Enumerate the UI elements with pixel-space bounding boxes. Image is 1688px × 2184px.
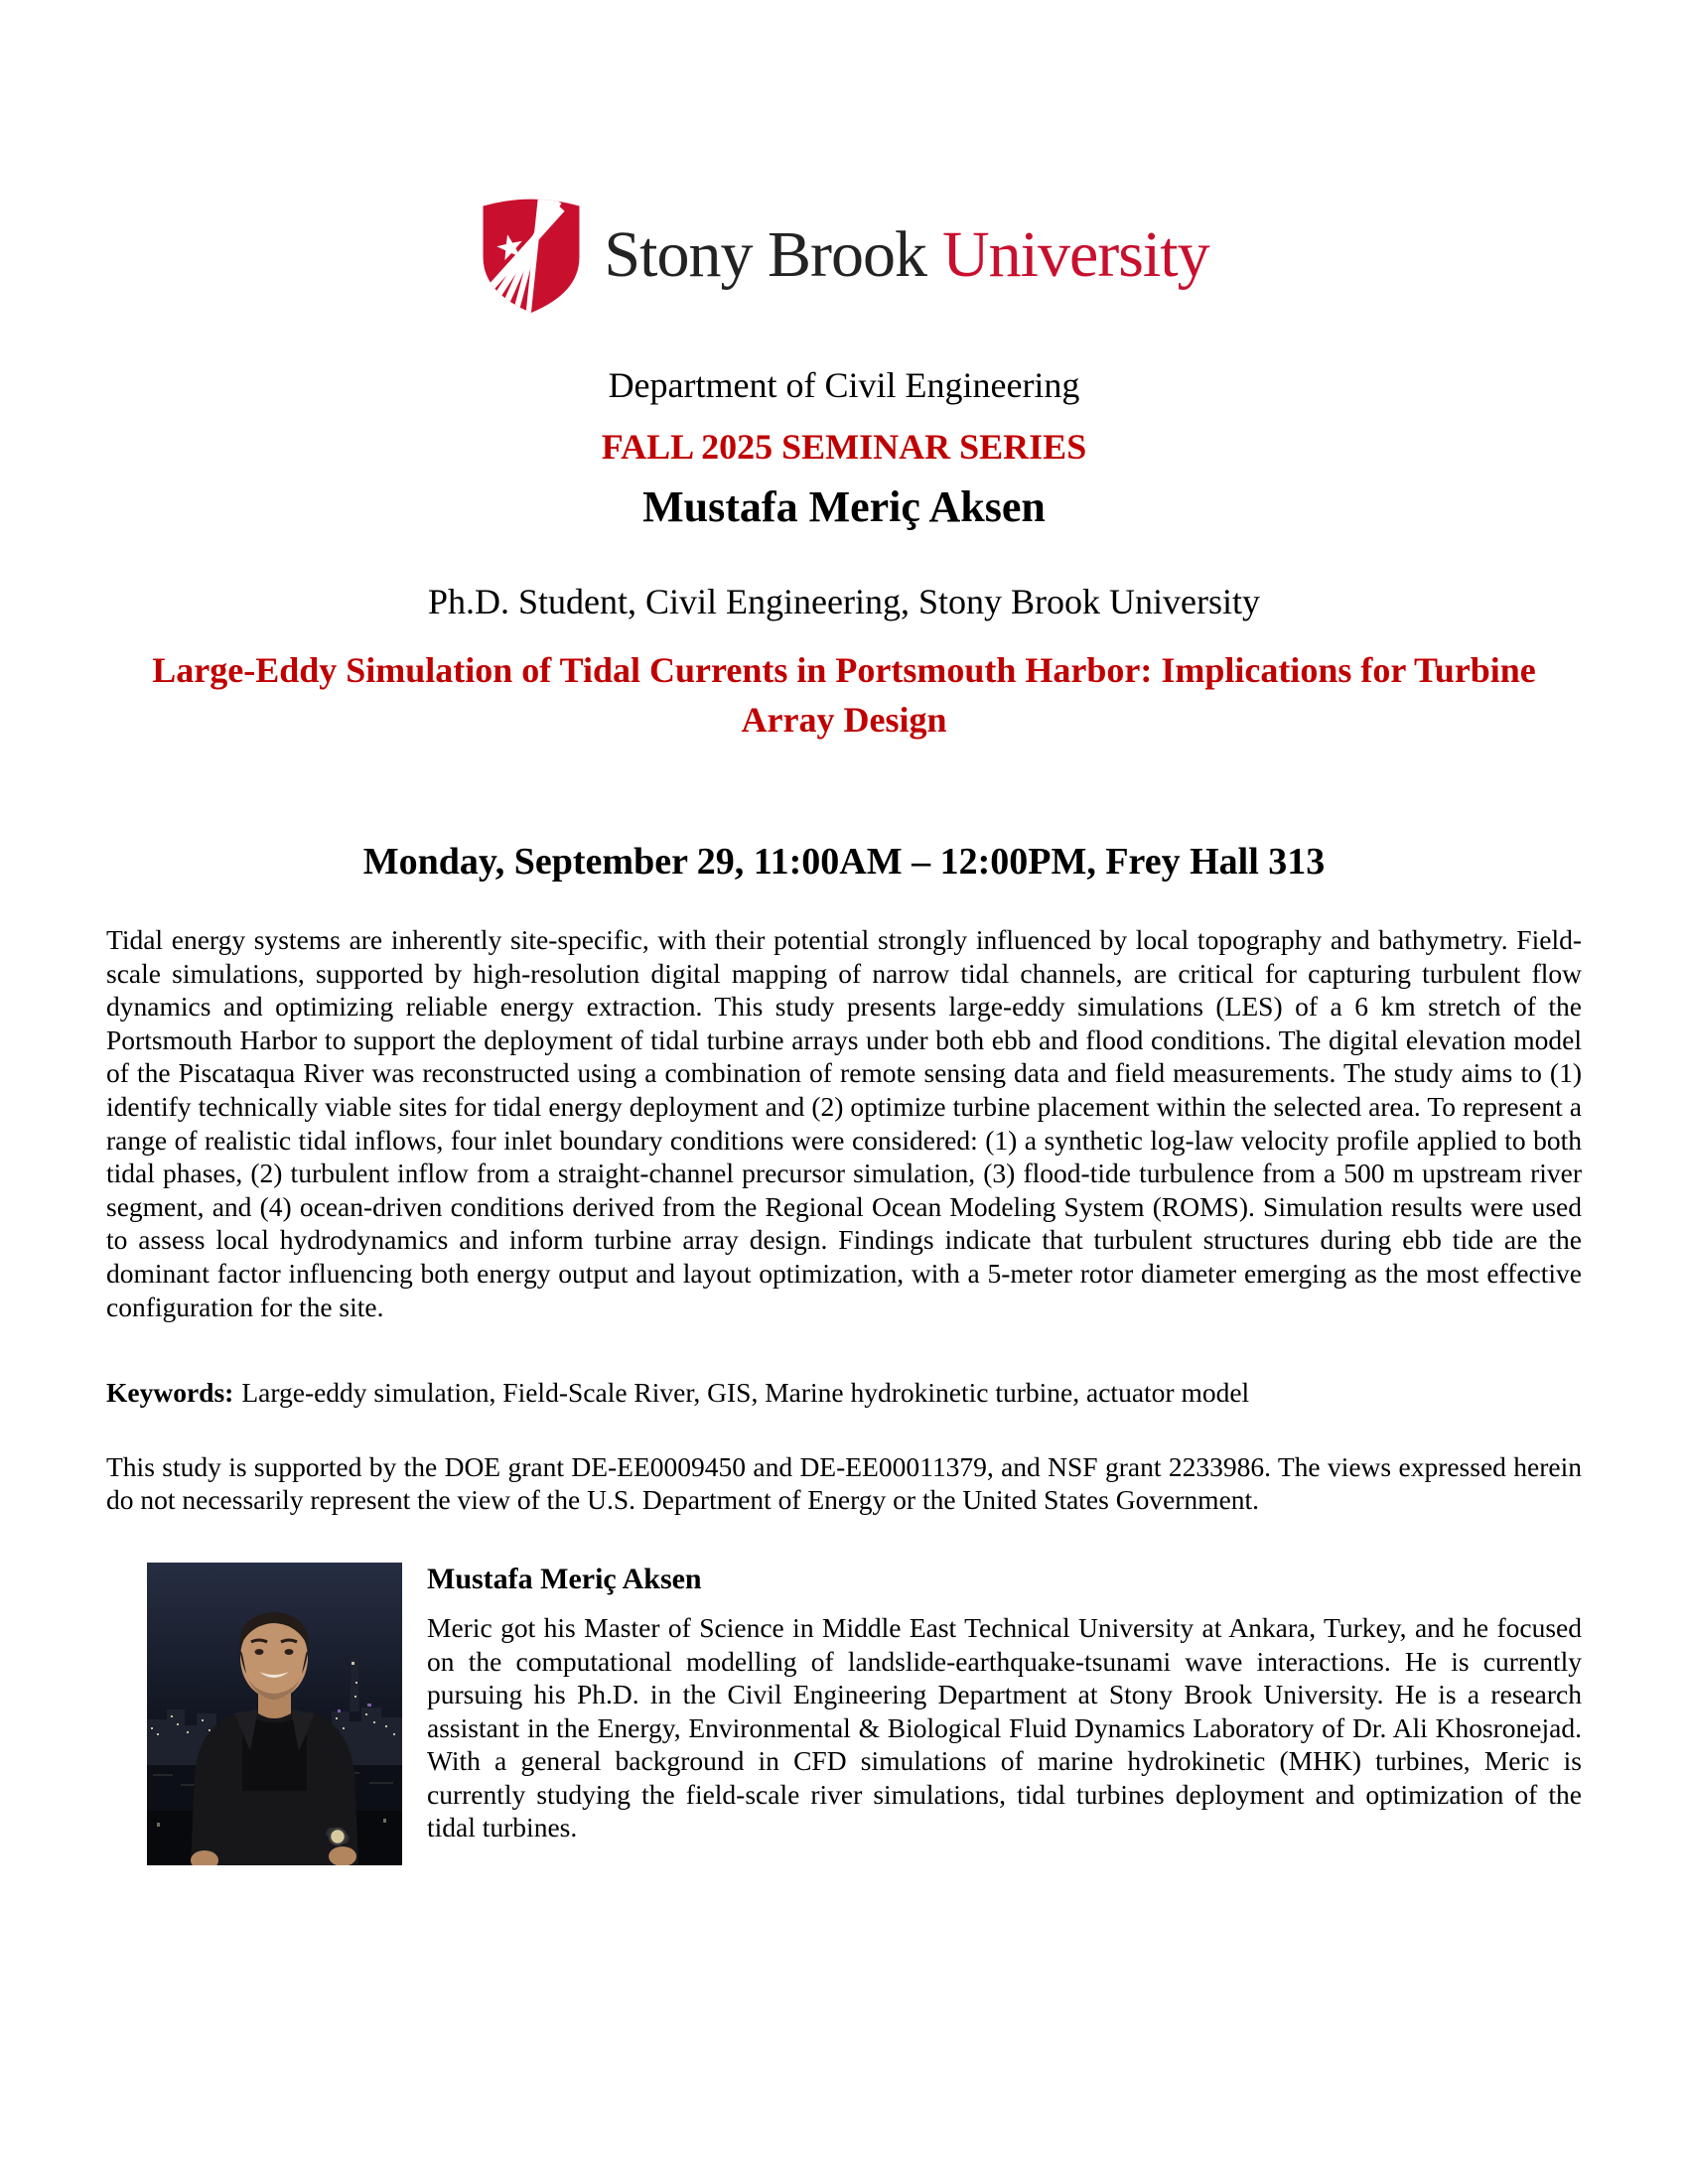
wordmark: [604, 217, 1209, 291]
abstract-paragraph: Tidal energy systems are inherently site-specific, with their potential strongly influenced by local topography and bathymetry. Field-scale simulations, supported by high-resolution digital mapping of narrow tidal channels, are critical for capturing turbulent flow dynamics and optimizing reliable energy extraction. This study presents large-eddy simulations (LES) of a 6 km stretch of the Portsmouth Harbor to support the deployment of tidal turbine arrays under both ebb and flood conditions. The digital elevation model of the Piscataqua River was reconstructed using a combination of remote sensing data and field measurements. The study aims to (1) identify technically viable sites for tidal energy deployment and (2) optimize turbine placement within the selected area. To represent a range of realistic tidal inflows, four inlet boundary conditions were considered: (1) a synthetic log-law velocity profile applied to both tidal phases, (2) turbulent inflow from a straight-channel precursor simulation, (3) flood-tide turbulence from a 500 m upstream river segment, and (4) ocean-driven conditions derived from the Regional Ocean Modeling System (ROMS). Simulation results were used to assess local hydrodynamics and inform turbine array design. Findings indicate that turbulent structures during ebb tide are the dominant factor influencing both energy output and layout optimization, with a 5-meter rotor diameter emerging as the most effective configuration for the site.: [106, 924, 1582, 1322]
speaker-photo: [147, 1563, 402, 1865]
stony-brook-shield-icon: [479, 197, 584, 314]
affiliation-line: Ph.D. Student, Civil Engineering, Stony Brook University: [428, 582, 1260, 621]
talk-title: Large-Eddy Simulation of Tidal Currents in Portsmouth Harbor: Implications for Turbine Array Design: [152, 650, 1536, 740]
funding-paragraph: This study is supported by the DOE grant DE-EE0009450 and DE-EE00011379, and NSF grant 2233986. The views expressed herein do not necessarily represent the view of the U.S. Department of Energy or the United States Government.: [106, 1450, 1582, 1516]
bio-name-heading: Mustafa Meriç Aksen: [427, 1562, 702, 1595]
stony-brook-logo: [0, 192, 1688, 318]
keywords-label: Keywords:: [106, 1377, 234, 1409]
keywords-text: Large-eddy simulation, Field-Scale River, GIS, Marine hydrokinetic turbine, actuator model: [241, 1377, 1250, 1409]
bio-column: [427, 1563, 1582, 1844]
department-line: Department of Civil Engineering: [608, 365, 1080, 405]
speaker-name-heading: Mustafa Meriç Aksen: [642, 482, 1046, 531]
wordmark-stony-brook: Stony Brook: [604, 217, 926, 291]
seminar-series-line: FALL 2025 SEMINAR SERIES: [601, 427, 1087, 467]
datetime-location-line: Monday, September 29, 11:00AM – 12:00PM, Frey Hall 313: [362, 841, 1326, 883]
wordmark-university: University: [941, 217, 1209, 291]
bio-paragraph: Meric got his Master of Science in Middle East Technical University at Ankara, Turkey, and he focused on the computational modelling of landslide-earthquake-tsunami wave interactions. He is currently pursuing his Ph.D. in the Civil Engineering Department at Stony Brook University. He is a research assistant in the Energy, Environmental & Biological Fluid Dynamics Laboratory of Dr. Ali Khosronejad. With a general background in CFD simulations of marine hydrokinetic (MHK) turbines, Meric is currently studying the field-scale river simulations, tidal turbines deployment and optimization of the tidal turbines.: [427, 1611, 1582, 1843]
keywords-line: [106, 1376, 1582, 1410]
bio-section: [106, 1563, 1582, 1865]
